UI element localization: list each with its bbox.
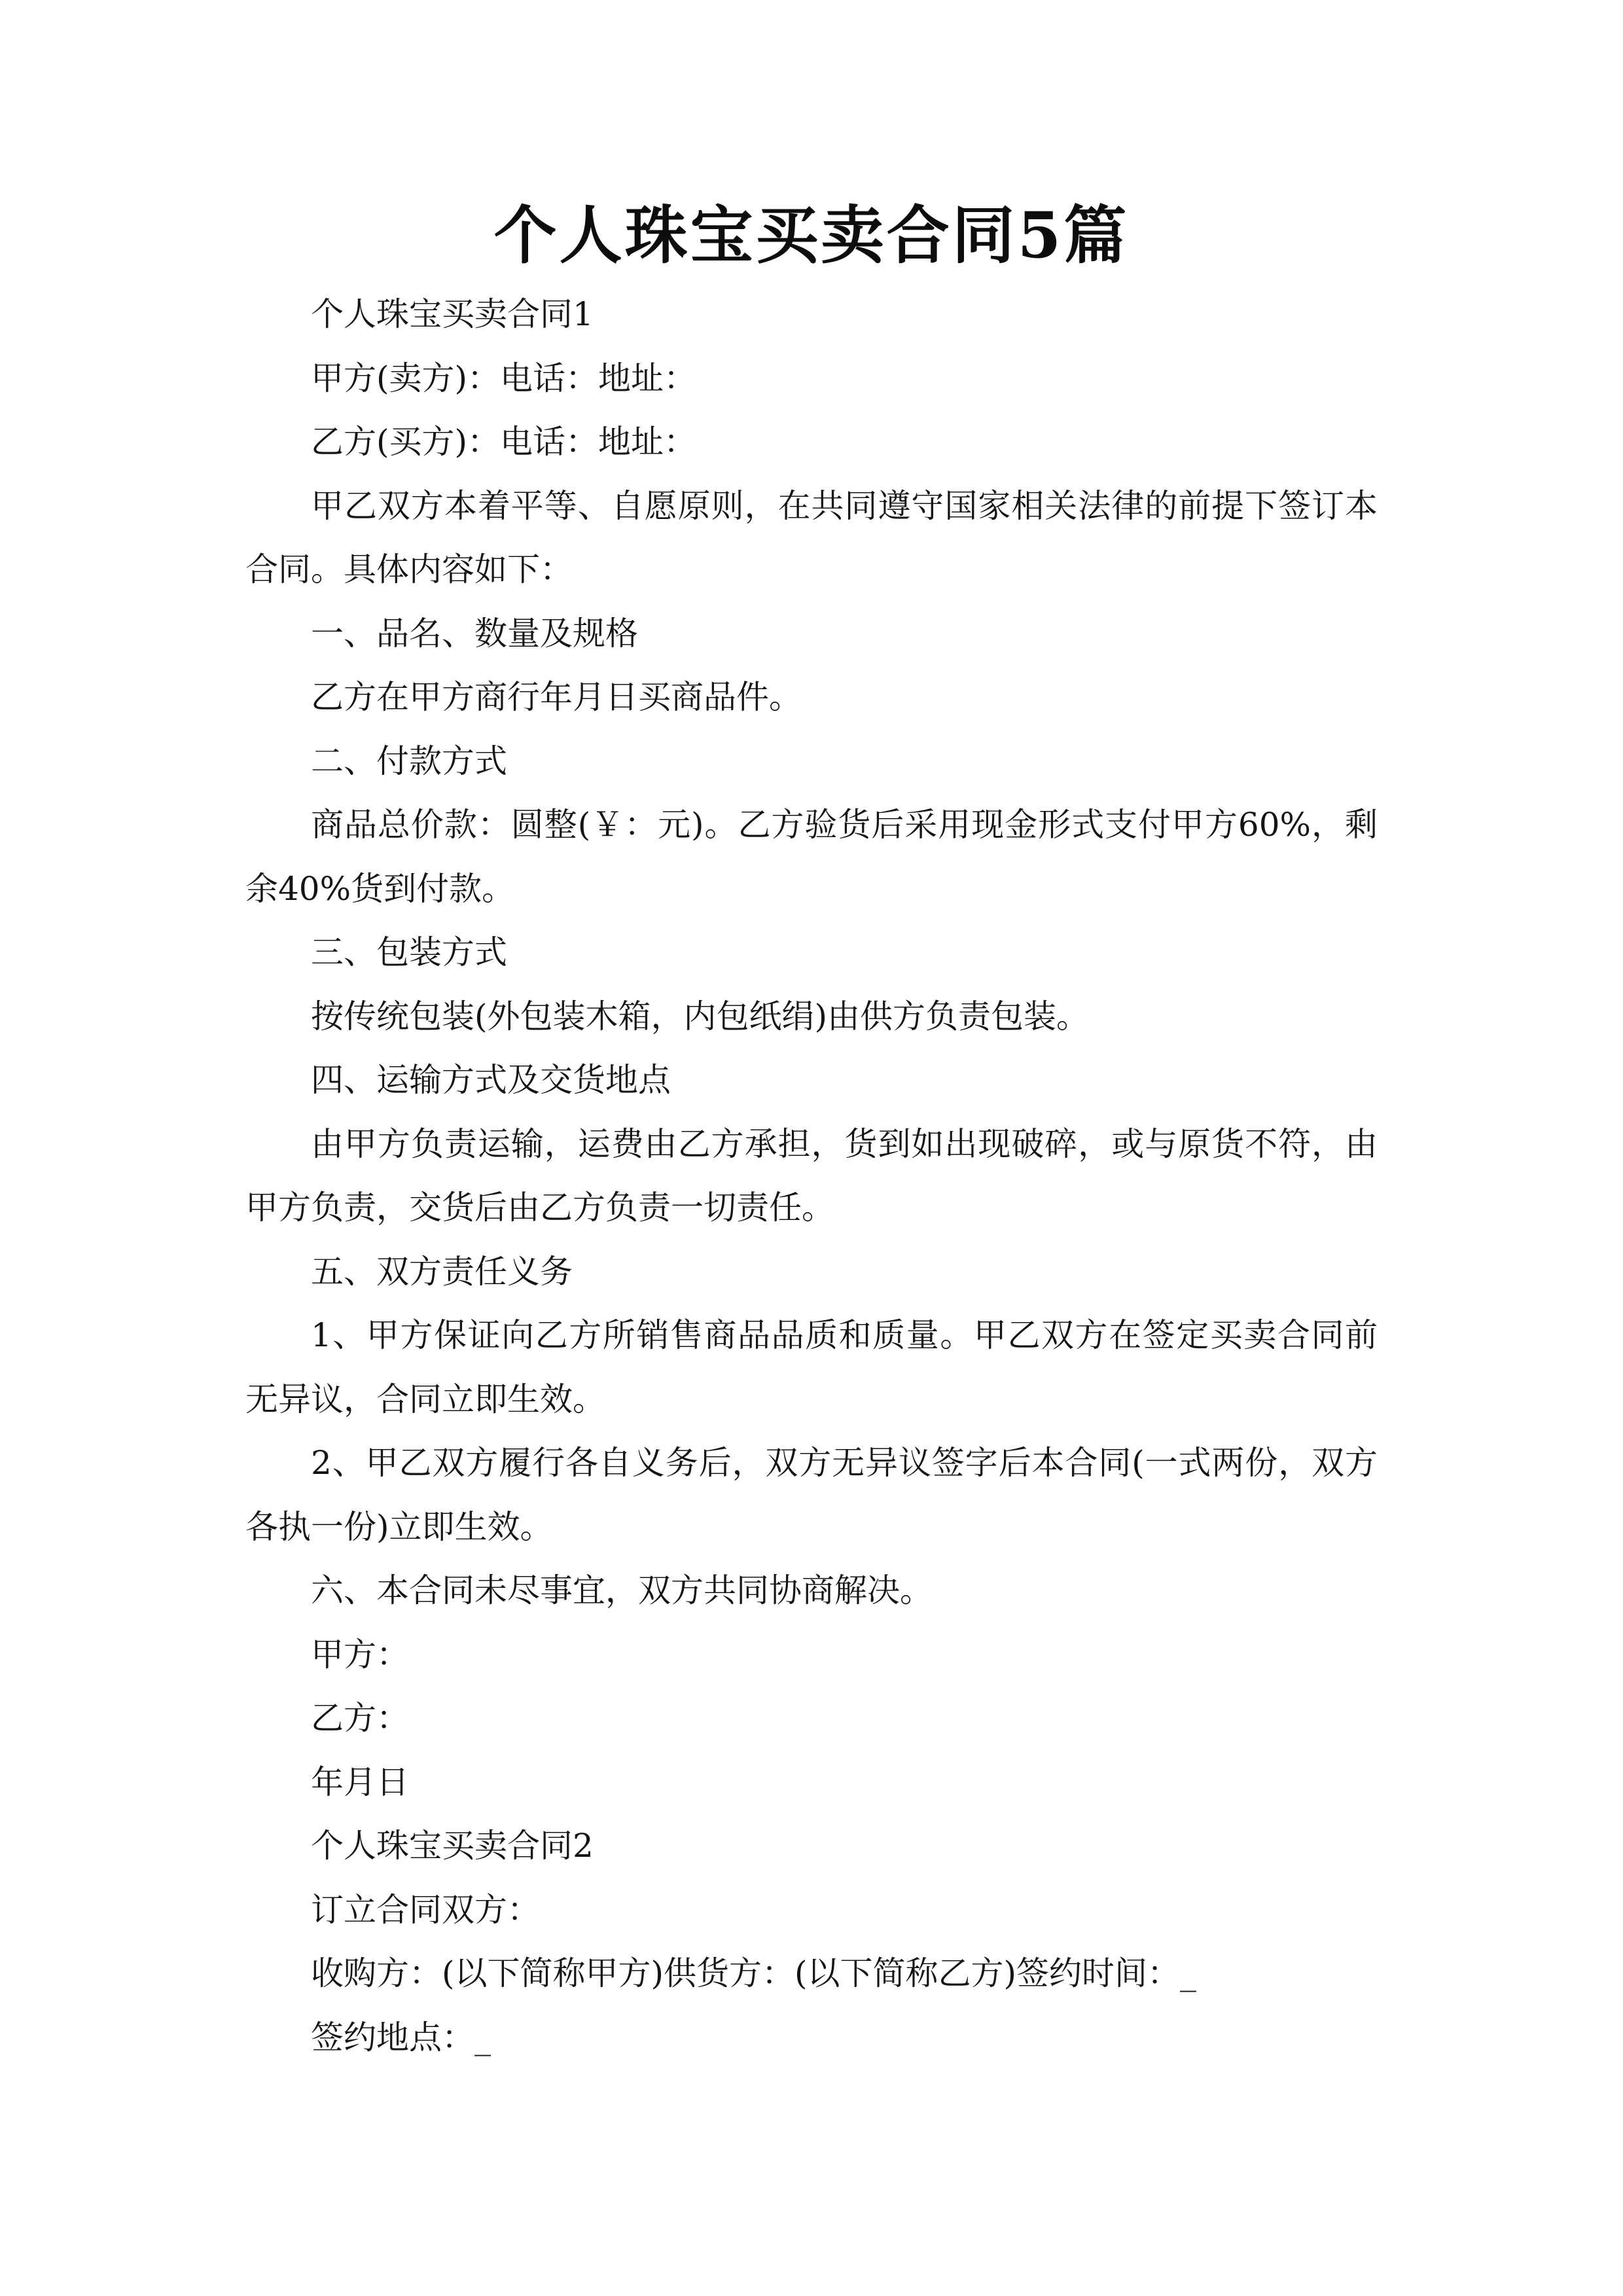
section-3-heading: 三、包装方式 <box>311 933 507 971</box>
section-1-heading: 一、品名、数量及规格 <box>311 614 638 653</box>
signature-party-b: 乙方： <box>311 1699 409 1737</box>
section-2-heading: 二、付款方式 <box>311 742 507 780</box>
section-5-item-2: 2、甲乙双方履行各自义务后，双方无异议签字后本合同(一式两份，双方各执一份)立即生效。 <box>245 1444 1378 1546</box>
section-4-heading: 四、运输方式及交货地点 <box>311 1061 671 1099</box>
section-4-text: 由甲方负责运输，运费由乙方承担，货到如出现破碎，或与原货不符，由甲方负责，交货后由乙方负责一切责任。 <box>245 1124 1378 1227</box>
section-2-text: 商品总价款：圆整(￥：元)。乙方验货后采用现金形式支付甲方60%，剩余40%货到付款。 <box>245 806 1378 908</box>
contract-1-heading: 个人珠宝买卖合同1 <box>311 295 594 333</box>
contract-2-parties-label: 订立合同双方： <box>311 1890 540 1929</box>
section-3-text: 按传统包装(外包装木箱，内包纸绢)由供方负责包装。 <box>311 997 1090 1035</box>
contract-2-location-line: 签约地点：_ <box>311 2018 491 2056</box>
section-5-item-1: 1、甲方保证向乙方所销售商品品质和质量。甲乙双方在签定买卖合同前无异议，合同立即生效。 <box>245 1316 1378 1418</box>
signature-party-a: 甲方： <box>311 1635 409 1674</box>
contract-2-parties-line: 收购方：(以下简称甲方)供货方：(以下简称乙方)签约时间：_ <box>311 1954 1197 1992</box>
section-1-text: 乙方在甲方商行年月日买商品件。 <box>311 678 802 716</box>
preamble-paragraph: 甲乙双方本着平等、自愿原则，在共同遵守国家相关法律的前提下签订本合同。具体内容如下： <box>245 486 1378 588</box>
party-b-buyer-line: 乙方(买方)：电话：地址： <box>311 423 697 461</box>
section-5-heading: 五、双方责任义务 <box>311 1252 573 1291</box>
document-title: 个人珠宝买卖合同5篇 <box>493 198 1130 272</box>
contract-2-heading: 个人珠宝买卖合同2 <box>311 1827 594 1865</box>
section-6-text: 六、本合同未尽事宜，双方共同协商解决。 <box>311 1571 933 1609</box>
party-a-seller-line: 甲方(卖方)：电话：地址： <box>311 359 697 397</box>
signature-date: 年月日 <box>311 1763 409 1801</box>
document-body <box>245 283 1378 2070</box>
